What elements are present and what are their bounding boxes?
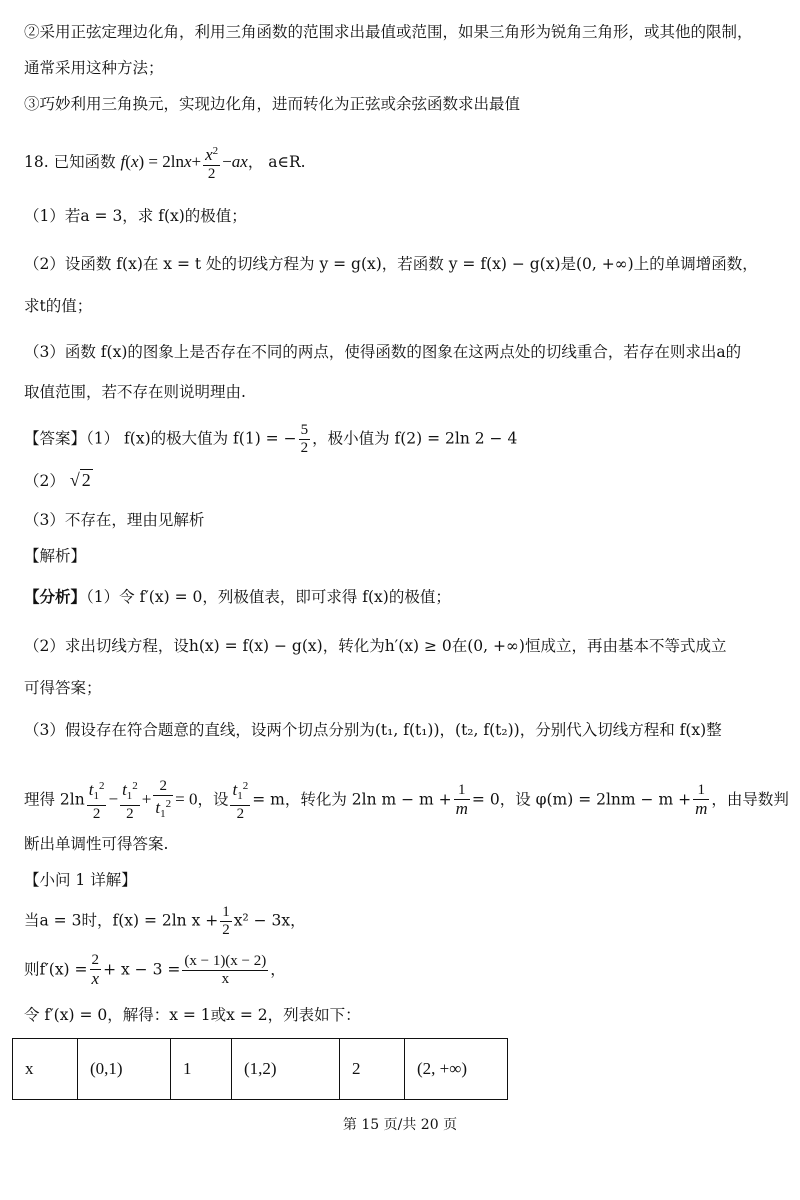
method-2-line-1: ②采用正弦定理边化角，利用三角函数的范围求出最值或范围，如果三角形为锐角三角形，或其他的限制，	[24, 23, 753, 41]
answer-2-line	[24, 468, 776, 493]
fenxi-step-1: （1）令 f′(x) = 0，列极值表，即可求得 f(x)的极值；	[86, 588, 451, 606]
problem-part-2-line-2: 求t的值；	[24, 297, 93, 315]
problem-stem-set: a∈R.	[268, 153, 306, 171]
analysis-fenxi-line-1	[24, 585, 776, 609]
analysis-step-3-line-1: （3）假设存在符合题意的直线，设两个切点分别为(t₁, f(t₁))，(t₂, f(t₂))，分别代入切线方程和 f(x)整	[24, 721, 722, 739]
table-row	[13, 1039, 508, 1100]
table-cell: (0,1)	[78, 1039, 171, 1100]
detail-1-line-1: 当a = 3时，f(x) = 2ln x + $\frac{1}{2}$ x² − 3x，	[24, 904, 306, 938]
problem-part-3-line-2: 取值范围，若不存在则说明理由.	[24, 383, 246, 401]
detail-1-tag: 【小问 1 详解】	[24, 871, 137, 889]
answer-1-line	[24, 422, 776, 457]
problem-number: 18.	[24, 153, 49, 171]
problem-stem: 18. 已知函数 f(x) = 2lnx+ $\frac{x^2}{2}$ −ax， a∈R.	[24, 145, 306, 182]
extremum-table	[12, 1038, 508, 1100]
analysis-step-2-line-2: 可得答案；	[24, 679, 102, 697]
answer-2-value: 2	[81, 470, 91, 490]
table-cell: (2, +∞)	[405, 1039, 508, 1100]
answer-1-tail: ，极小值为 f(2) = 2ln 2 − 4	[312, 429, 518, 448]
method-2-line-2: 通常采用这种方法；	[24, 59, 164, 77]
method-3-line: ③巧妙利用三角换元，实现边化角，进而转化为正弦或余弦函数求出最值	[24, 95, 521, 113]
fenxi-tag: 【分析】	[24, 587, 87, 606]
table-cell: x	[13, 1039, 78, 1100]
analysis-step-2-line-1: （2）求出切线方程，设h(x) = f(x) − g(x)，转化为h′(x) ≥ 0在(0, +∞)恒成立，再由基本不等式成立	[24, 637, 727, 655]
table-cell: 1	[171, 1039, 232, 1100]
x-squared-over-2: $\frac{x^2}{2}$	[205, 145, 219, 182]
analysis-step-3-line-3: 断出单调性可得答案.	[24, 835, 169, 853]
answer-3-line: （3）不存在，理由见解析	[24, 511, 205, 529]
answer-2-label: （2）	[24, 472, 65, 490]
page-footer: 第 15 页/共 20 页	[342, 1117, 458, 1133]
detail-1-line-3: 令 f′(x) = 0，解得：x = 1或x = 2，列表如下：	[24, 1006, 361, 1024]
table-cell: 2	[340, 1039, 405, 1100]
answer-tag: 【答案】	[24, 429, 87, 448]
problem-part-2-line-1: （2）设函数 f(x)在 x = t 处的切线方程为 y = g(x)，若函数 y = f(x) − g(x)是(0, +∞)上的单调增函数，	[24, 255, 758, 273]
problem-part-3-line-1: （3）函数 f(x)的图象上是否存在不同的两点，使得函数的图象在这两点处的切线重合，若存在则求出a的	[24, 343, 742, 361]
answer-1-text: （1） f(x)的极大值为 f(1) = −	[86, 429, 297, 448]
sqrt-symbol: √ 2	[69, 470, 91, 490]
problem-part-1: （1）若a = 3，求 f(x)的极值；	[24, 207, 247, 225]
analysis-step-3-line-2: 理得 2ln $\frac{t_1^2}{2}$ − $\frac{t_1^2}{2}$ + $\frac{2}{t_1^2}$ = 0，设 $\frac{t_1^2}{2}$ = m，转化为 2ln m − m + $\frac{1}{m}$ = 0，设 φ(m) = 2lnm − m + $\frac{1}{m}$ ，由导数判	[24, 778, 789, 822]
problem-stem-prefix: 已知函数	[53, 153, 116, 171]
table-cell: (1,2)	[232, 1039, 340, 1100]
detail-1-line-2: 则f′(x) = $\frac{2}{x}$ + x − 3 = $\frac{(x - 1)(x - 2)}{x}$ ，	[24, 952, 286, 988]
answer-1-fraction: $\frac{5}{2}$	[300, 422, 309, 456]
analysis-tag: 【解析】	[24, 547, 87, 565]
